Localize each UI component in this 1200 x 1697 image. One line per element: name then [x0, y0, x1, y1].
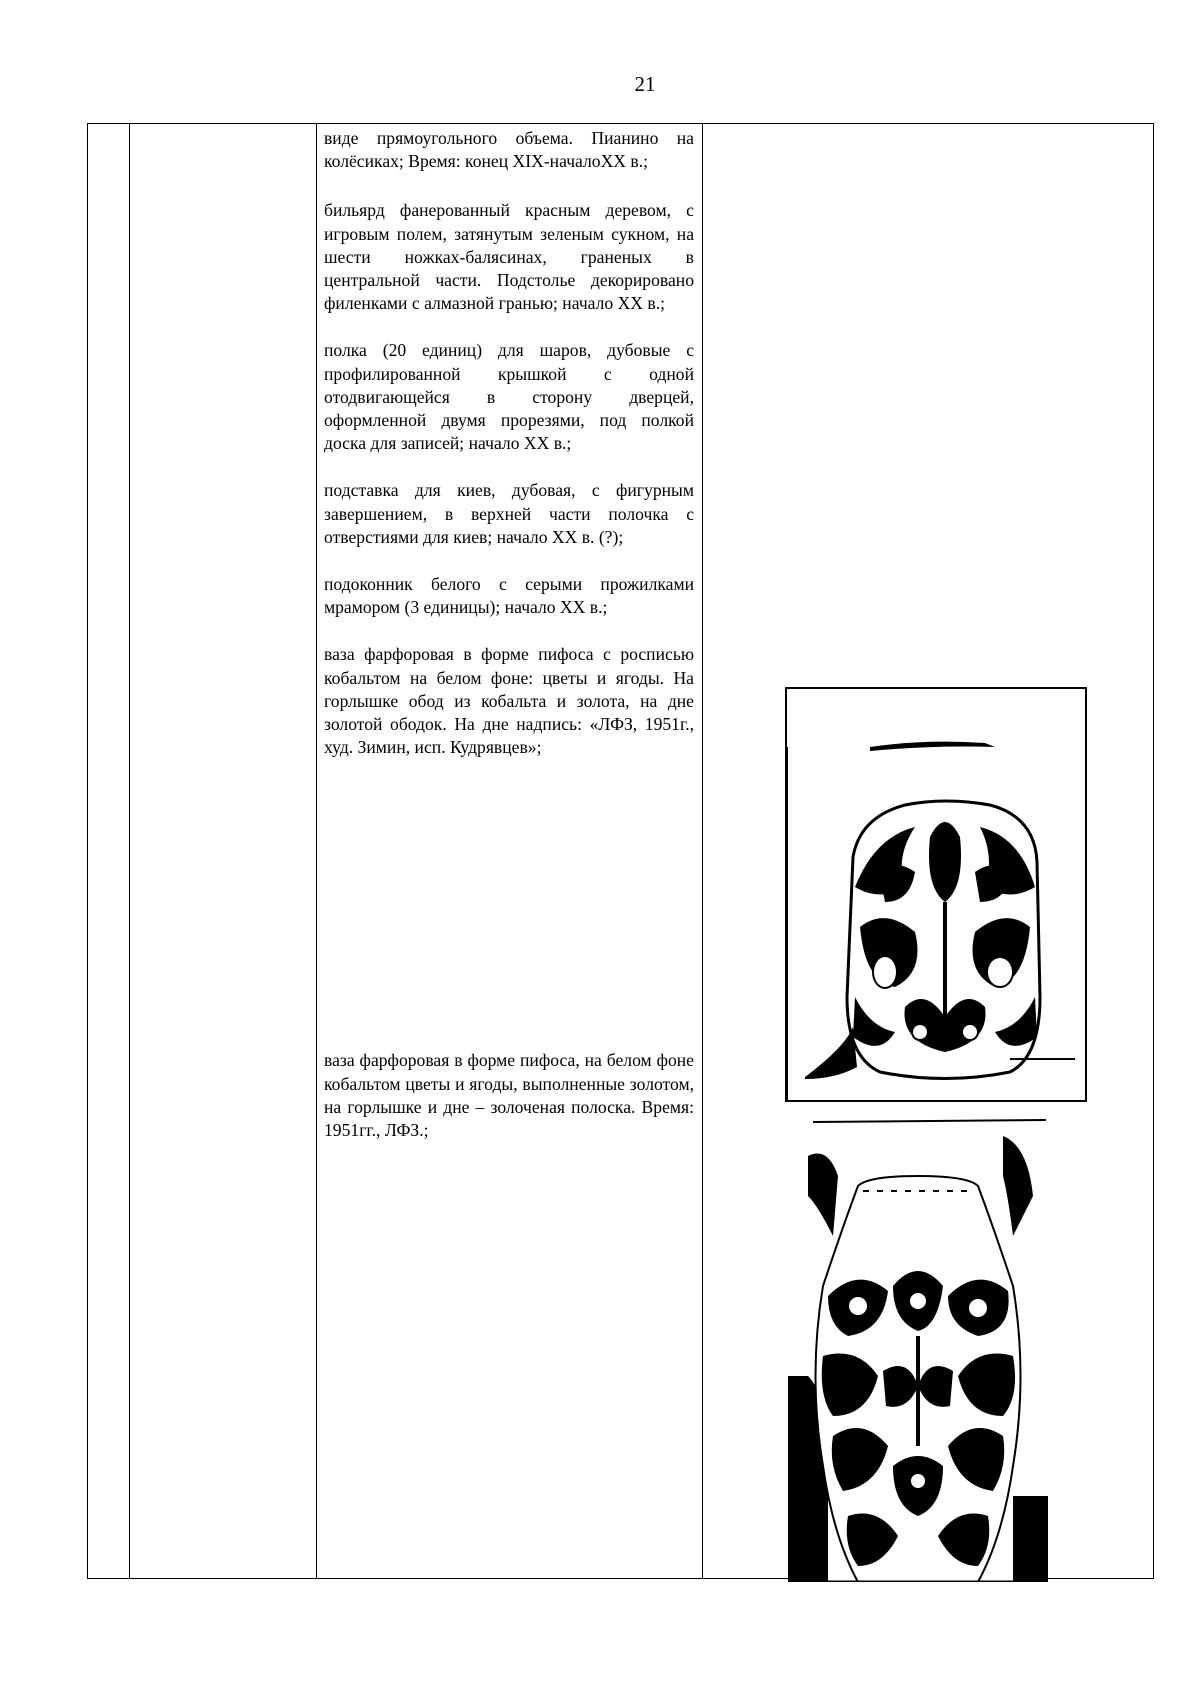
- vase-photo-1: [785, 687, 1088, 1103]
- entry-vase-1: ваза фарфоровая в форме пифоса с росписью кобальтом на белом фоне: цветы и ягоды. На горлышке обод из кобальта и золота, на дне золотой ободок. На дне надпись: «ЛФЗ, 1951г., худ. Зимин, исп. Кудрявцев»;: [324, 644, 694, 758]
- entry-billiard-table: бильярд фанерованный красным деревом, с игровым полем, затянутым зеленым сукном, на шести ножках-балясинах, граненых в центральной части. Подстолье декорировано филенками с алмазной гранью; начало XX в.;: [324, 200, 694, 314]
- photo-cell: [703, 124, 1154, 1579]
- name-cell: [130, 124, 317, 1579]
- entry-ball-shelf: полка (20 единиц) для шаров, дубовые с профилированной крышкой с одной отодвигающейся в сторону дверцей, оформленной двумя прорезями, под полкой доска для записей; начало XX в.;: [324, 340, 694, 454]
- table-row: [88, 124, 1154, 1579]
- entry-vase-2: ваза фарфоровая в форме пифоса, на белом фоне кобальтом цветы и ягоды, выполненные золотом, на горлышке и дне – золоченая полоска. Время: 1951гг., ЛФЗ.;: [324, 1050, 694, 1141]
- page-number: 21: [634, 72, 656, 96]
- number-cell: [88, 124, 130, 1579]
- entry-windowsill: подоконник белого с серыми прожилками мрамором (3 единицы); начало XX в.;: [324, 574, 694, 618]
- entry-cue-stand: подставка для киев, дубовая, с фигурным завершением, в верхней части полочка с отверстиями для киев; начало XX в. (?);: [324, 480, 694, 547]
- entry-piano: виде прямоугольного объема. Пианино на колёсиках; Время: конец XIX-началоXX в.;: [324, 128, 694, 172]
- inventory-table: [87, 123, 1154, 1579]
- vase-photo-2: [788, 1116, 1048, 1582]
- description-cell: [317, 124, 703, 1579]
